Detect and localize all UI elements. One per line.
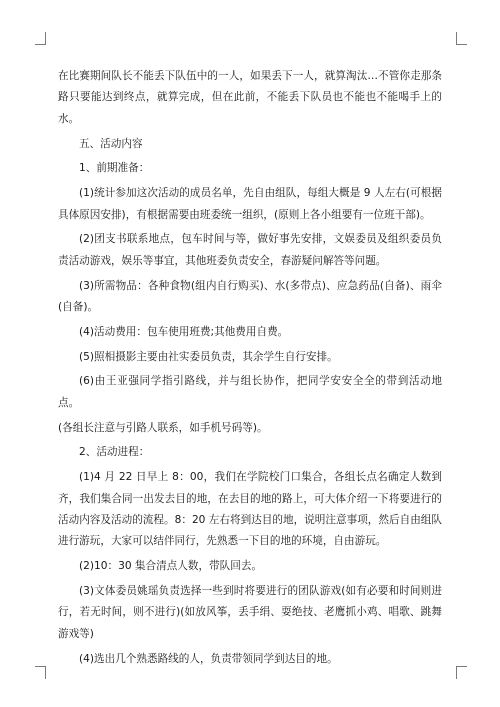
paragraph-process-4: (4)选出几个熟悉路线的人，负责带领同学到达目的地。: [79, 652, 338, 665]
crop-mark-bottom-right: [456, 666, 467, 679]
paragraph-prep-note: (各组长注意与引路人联系，如手机号码等)。: [58, 421, 268, 434]
crop-mark-bottom-left: [35, 666, 46, 679]
heading-activity-content: 五、活动内容: [79, 137, 143, 150]
paragraph-prep-1: (1)统计参加这次活动的成员名单，先自由组队，每组大概是 9 人左右(可根据具体原因安排)，有根据需要由班委统一组织，(原则上各小组要有一位班干部)。: [58, 187, 442, 221]
heading-process: 2、活动进程：: [79, 446, 150, 459]
paragraph-process-2: (2)10：30 集合清点人数，带队回去。: [79, 560, 263, 573]
paragraph-process-1: (1)4 月 22 日早上 8：00，我们在学院校门口集合，各组长点名确定人数到齐，我们集合同一出发去目的地，在去目的地的路上，可大体介绍一下将要进行的活动内容及活动的流程。8：20 左右将到达目的地，说明注意事项，然后自由组队进行游玩，大家可以结伴同行，先熟悉一下目的地的环境，自由游玩。: [58, 471, 442, 548]
paragraph-prep-5: (5)照相摄影主要由社实委员负责，其余学生自行安排。: [79, 350, 338, 363]
crop-mark-top-right: [456, 32, 467, 45]
paragraph-prep-4: (4)活动费用：包车使用班费;其他费用自费。: [79, 325, 289, 338]
crop-mark-top-left: [35, 32, 46, 45]
document-body: [58, 66, 442, 673]
paragraph-prep-3: (3)所需物品：各种食物(组内自行购买)、水(多带点)、应急药品(自备)、雨伞(自备)。: [58, 279, 442, 314]
paragraph-race-rules: 在比赛期间队长不能丢下队伍中的一人，如果丢下一人，就算淘汰…不管你走那条路只要能达到终点，就算完成，但在此前，不能丢下队员也不能也不能喝手上的水。: [58, 70, 442, 125]
heading-preparation: 1、前期准备：: [79, 162, 150, 175]
paragraph-process-3: (3)文体委员姚瑶负责选择一些到时将要进行的团队游戏(如有必要和时间则进行，若无时间，则不进行)(如放风筝，丢手绢、耍绝技、老鹰抓小鸡、唱歌、跳舞游戏等): [58, 585, 442, 640]
paragraph-prep-6: (6)由王亚强同学指引路线，并与组长协作，把同学安安全全的带到活动地点。: [58, 375, 442, 409]
paragraph-prep-2: (2)团支书联系地点，包车时间与等，做好事先安排，文娱委员及组织委员负责活动游戏，娱乐等事宜，其他班委负责安全，春游疑问解答等问题。: [58, 233, 442, 267]
